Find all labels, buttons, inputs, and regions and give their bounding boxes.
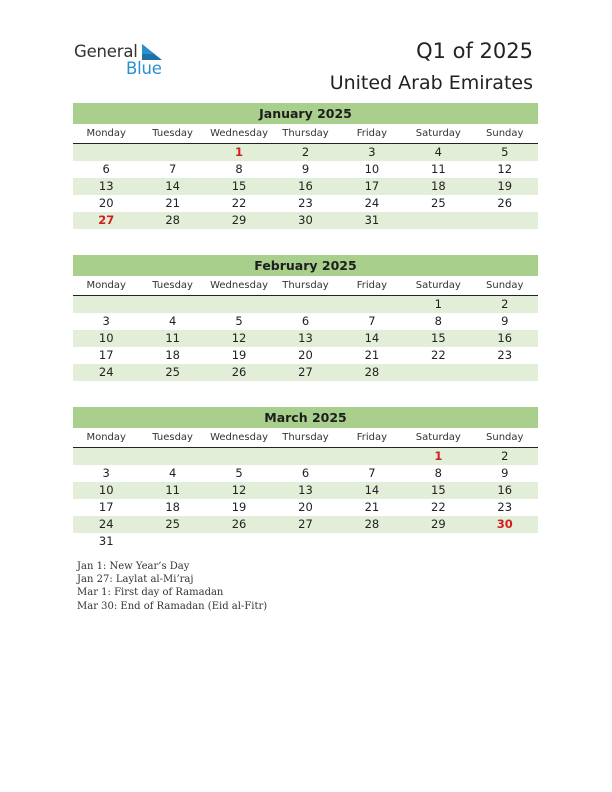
day-cell: 23 [298,196,313,210]
day-cell: 14 [165,179,180,193]
holiday-day-cell: 1 [235,145,244,159]
day-cell: 5 [501,145,509,159]
day-cell [206,533,272,550]
weekday-label: Thursday [282,128,329,139]
weekday-label: Sunday [486,128,524,139]
day-cell: 12 [231,483,247,497]
day-cell: 3 [368,145,376,159]
day-cell: 10 [98,331,114,345]
day-cell: 16 [497,483,513,497]
holiday-note: Jan 1: New Year’s Day [77,561,190,572]
day-cell: 9 [501,466,509,480]
day-cell [339,533,405,550]
day-cell: 19 [231,500,247,514]
day-cell: 12 [231,331,247,345]
month-title: March 2025 [73,407,538,428]
page-subtitle: United Arab Emirates [329,72,533,94]
holiday-note: Mar 30: End of Ramadan (Eid al-Fitr) [77,600,268,612]
week-row [73,212,538,229]
logo-flag-icon [142,44,162,60]
day-cell [339,296,405,313]
week-row [73,364,538,381]
day-cell: 21 [165,196,180,210]
day-cell: 24 [364,196,380,210]
day-cell: 5 [235,466,243,480]
day-cell: 21 [364,348,380,362]
week-row [73,144,538,161]
month-march [73,407,538,550]
day-cell: 25 [165,365,180,379]
day-cell: 24 [98,365,114,379]
weekday-label: Friday [356,128,388,139]
weekday-label: Wednesday [210,432,268,443]
week-row [73,330,538,347]
day-cell: 9 [301,162,310,176]
day-cell: 4 [434,145,442,159]
day-cell: 16 [497,331,513,345]
day-cell: 18 [165,500,180,514]
weekday-label: Friday [356,432,388,443]
day-cell: 2 [501,449,509,463]
day-cell: 19 [231,348,247,362]
day-cell: 3 [102,314,110,328]
day-cell: 9 [501,314,509,328]
day-cell: 25 [431,196,446,210]
day-cell: 29 [231,213,247,227]
day-cell: 6 [301,466,310,480]
day-cell: 11 [431,162,446,176]
weekday-label: Saturday [415,432,461,443]
day-cell: 19 [497,179,513,193]
weekday-label: Sunday [486,432,524,443]
day-cell: 18 [165,348,180,362]
day-cell: 29 [431,517,446,531]
day-cell: 14 [364,331,380,345]
logo-text-general: General [74,42,138,61]
weekday-label: Tuesday [152,128,193,139]
weekday-label: Wednesday [210,128,268,139]
day-cell [272,533,338,550]
day-cell: 10 [98,483,114,497]
week-row [73,533,538,550]
holiday-note: Jan 27: Laylat al-Mi’raj [77,574,194,586]
day-cell: 22 [231,196,247,210]
day-cell [405,533,471,550]
day-cell: 27 [298,517,313,531]
day-cell [472,212,538,229]
day-cell: 18 [431,179,446,193]
day-cell [139,144,205,161]
week-row [73,313,538,330]
day-cell: 2 [501,297,509,311]
day-cell [73,296,139,313]
day-cell: 28 [165,213,180,227]
day-cell: 22 [431,348,446,362]
day-cell [405,212,471,229]
day-cell: 4 [168,314,177,328]
day-cell [206,448,272,465]
brand-logo [74,42,174,78]
day-cell: 23 [497,348,513,362]
day-cell [139,533,205,550]
weekday-label: Thursday [282,280,329,291]
day-cell: 6 [301,314,310,328]
day-cell: 31 [98,534,114,548]
day-cell: 11 [165,331,180,345]
day-cell: 13 [98,179,114,193]
day-cell [405,364,471,381]
day-cell: 13 [298,331,313,345]
holiday-day-cell: 27 [98,213,115,227]
day-cell: 8 [434,466,442,480]
day-cell: 7 [168,162,177,176]
month-february [73,255,538,381]
day-cell: 26 [231,517,247,531]
month-title: February 2025 [73,255,538,276]
day-cell: 22 [431,500,446,514]
page-title: Q1 of 2025 [416,39,533,63]
weekday-label: Friday [356,280,388,291]
day-cell: 28 [364,365,380,379]
day-cell: 5 [235,314,243,328]
day-cell: 12 [497,162,513,176]
day-cell: 2 [301,145,310,159]
holiday-day-cell: 1 [434,449,443,463]
month-title: January 2025 [73,103,538,124]
day-cell: 28 [364,517,380,531]
weekday-label: Thursday [282,432,329,443]
week-row [73,465,538,482]
weekday-header-row [73,276,538,296]
day-cell: 20 [298,348,313,362]
day-cell [472,364,538,381]
day-cell [339,448,405,465]
day-cell: 7 [368,466,376,480]
week-row [73,516,538,533]
weekday-label: Tuesday [152,432,193,443]
weekday-label: Monday [86,280,126,291]
day-cell: 27 [298,365,313,379]
weekday-label: Saturday [415,280,461,291]
day-cell [73,144,139,161]
day-cell: 20 [98,196,114,210]
day-cell: 11 [165,483,180,497]
day-cell: 17 [98,500,114,514]
day-cell: 17 [98,348,114,362]
holiday-note: Mar 1: First day of Ramadan [77,587,224,599]
day-cell: 8 [434,314,442,328]
week-row [73,161,538,178]
day-cell: 3 [102,466,110,480]
day-cell: 25 [165,517,180,531]
week-row [73,195,538,212]
week-row [73,296,538,313]
day-cell: 1 [434,297,442,311]
day-cell: 6 [102,162,110,176]
month-january [73,103,538,229]
day-cell: 23 [497,500,513,514]
day-cell [272,448,338,465]
week-row [73,482,538,499]
day-cell: 26 [497,196,513,210]
day-cell [73,448,139,465]
day-cell [472,533,538,550]
day-cell: 17 [364,179,380,193]
day-cell [139,448,205,465]
day-cell: 14 [364,483,380,497]
day-cell: 4 [168,466,177,480]
day-cell: 10 [364,162,380,176]
week-row [73,178,538,195]
weekday-label: Monday [86,432,126,443]
day-cell: 13 [298,483,313,497]
week-row [73,499,538,516]
week-row [73,448,538,465]
day-cell: 15 [431,483,446,497]
day-cell: 7 [368,314,376,328]
weekday-label: Tuesday [152,280,193,291]
day-cell: 20 [298,500,313,514]
day-cell: 15 [431,331,446,345]
day-cell: 16 [298,179,313,193]
day-cell: 15 [231,179,247,193]
weekday-label: Sunday [486,280,524,291]
weekday-header-row [73,428,538,448]
day-cell: 30 [298,213,313,227]
holiday-day-cell: 30 [496,517,513,531]
weekday-label: Saturday [415,128,461,139]
day-cell [272,296,338,313]
day-cell [206,296,272,313]
day-cell [139,296,205,313]
weekday-label: Monday [86,128,126,139]
day-cell: 26 [231,365,247,379]
day-cell: 8 [235,162,243,176]
day-cell: 31 [364,213,380,227]
holiday-notes [77,560,267,613]
weekday-header-row [73,124,538,144]
day-cell: 21 [364,500,380,514]
weekday-label: Wednesday [210,280,268,291]
day-cell: 24 [98,517,114,531]
logo-text-blue: Blue [126,59,162,78]
week-row [73,347,538,364]
